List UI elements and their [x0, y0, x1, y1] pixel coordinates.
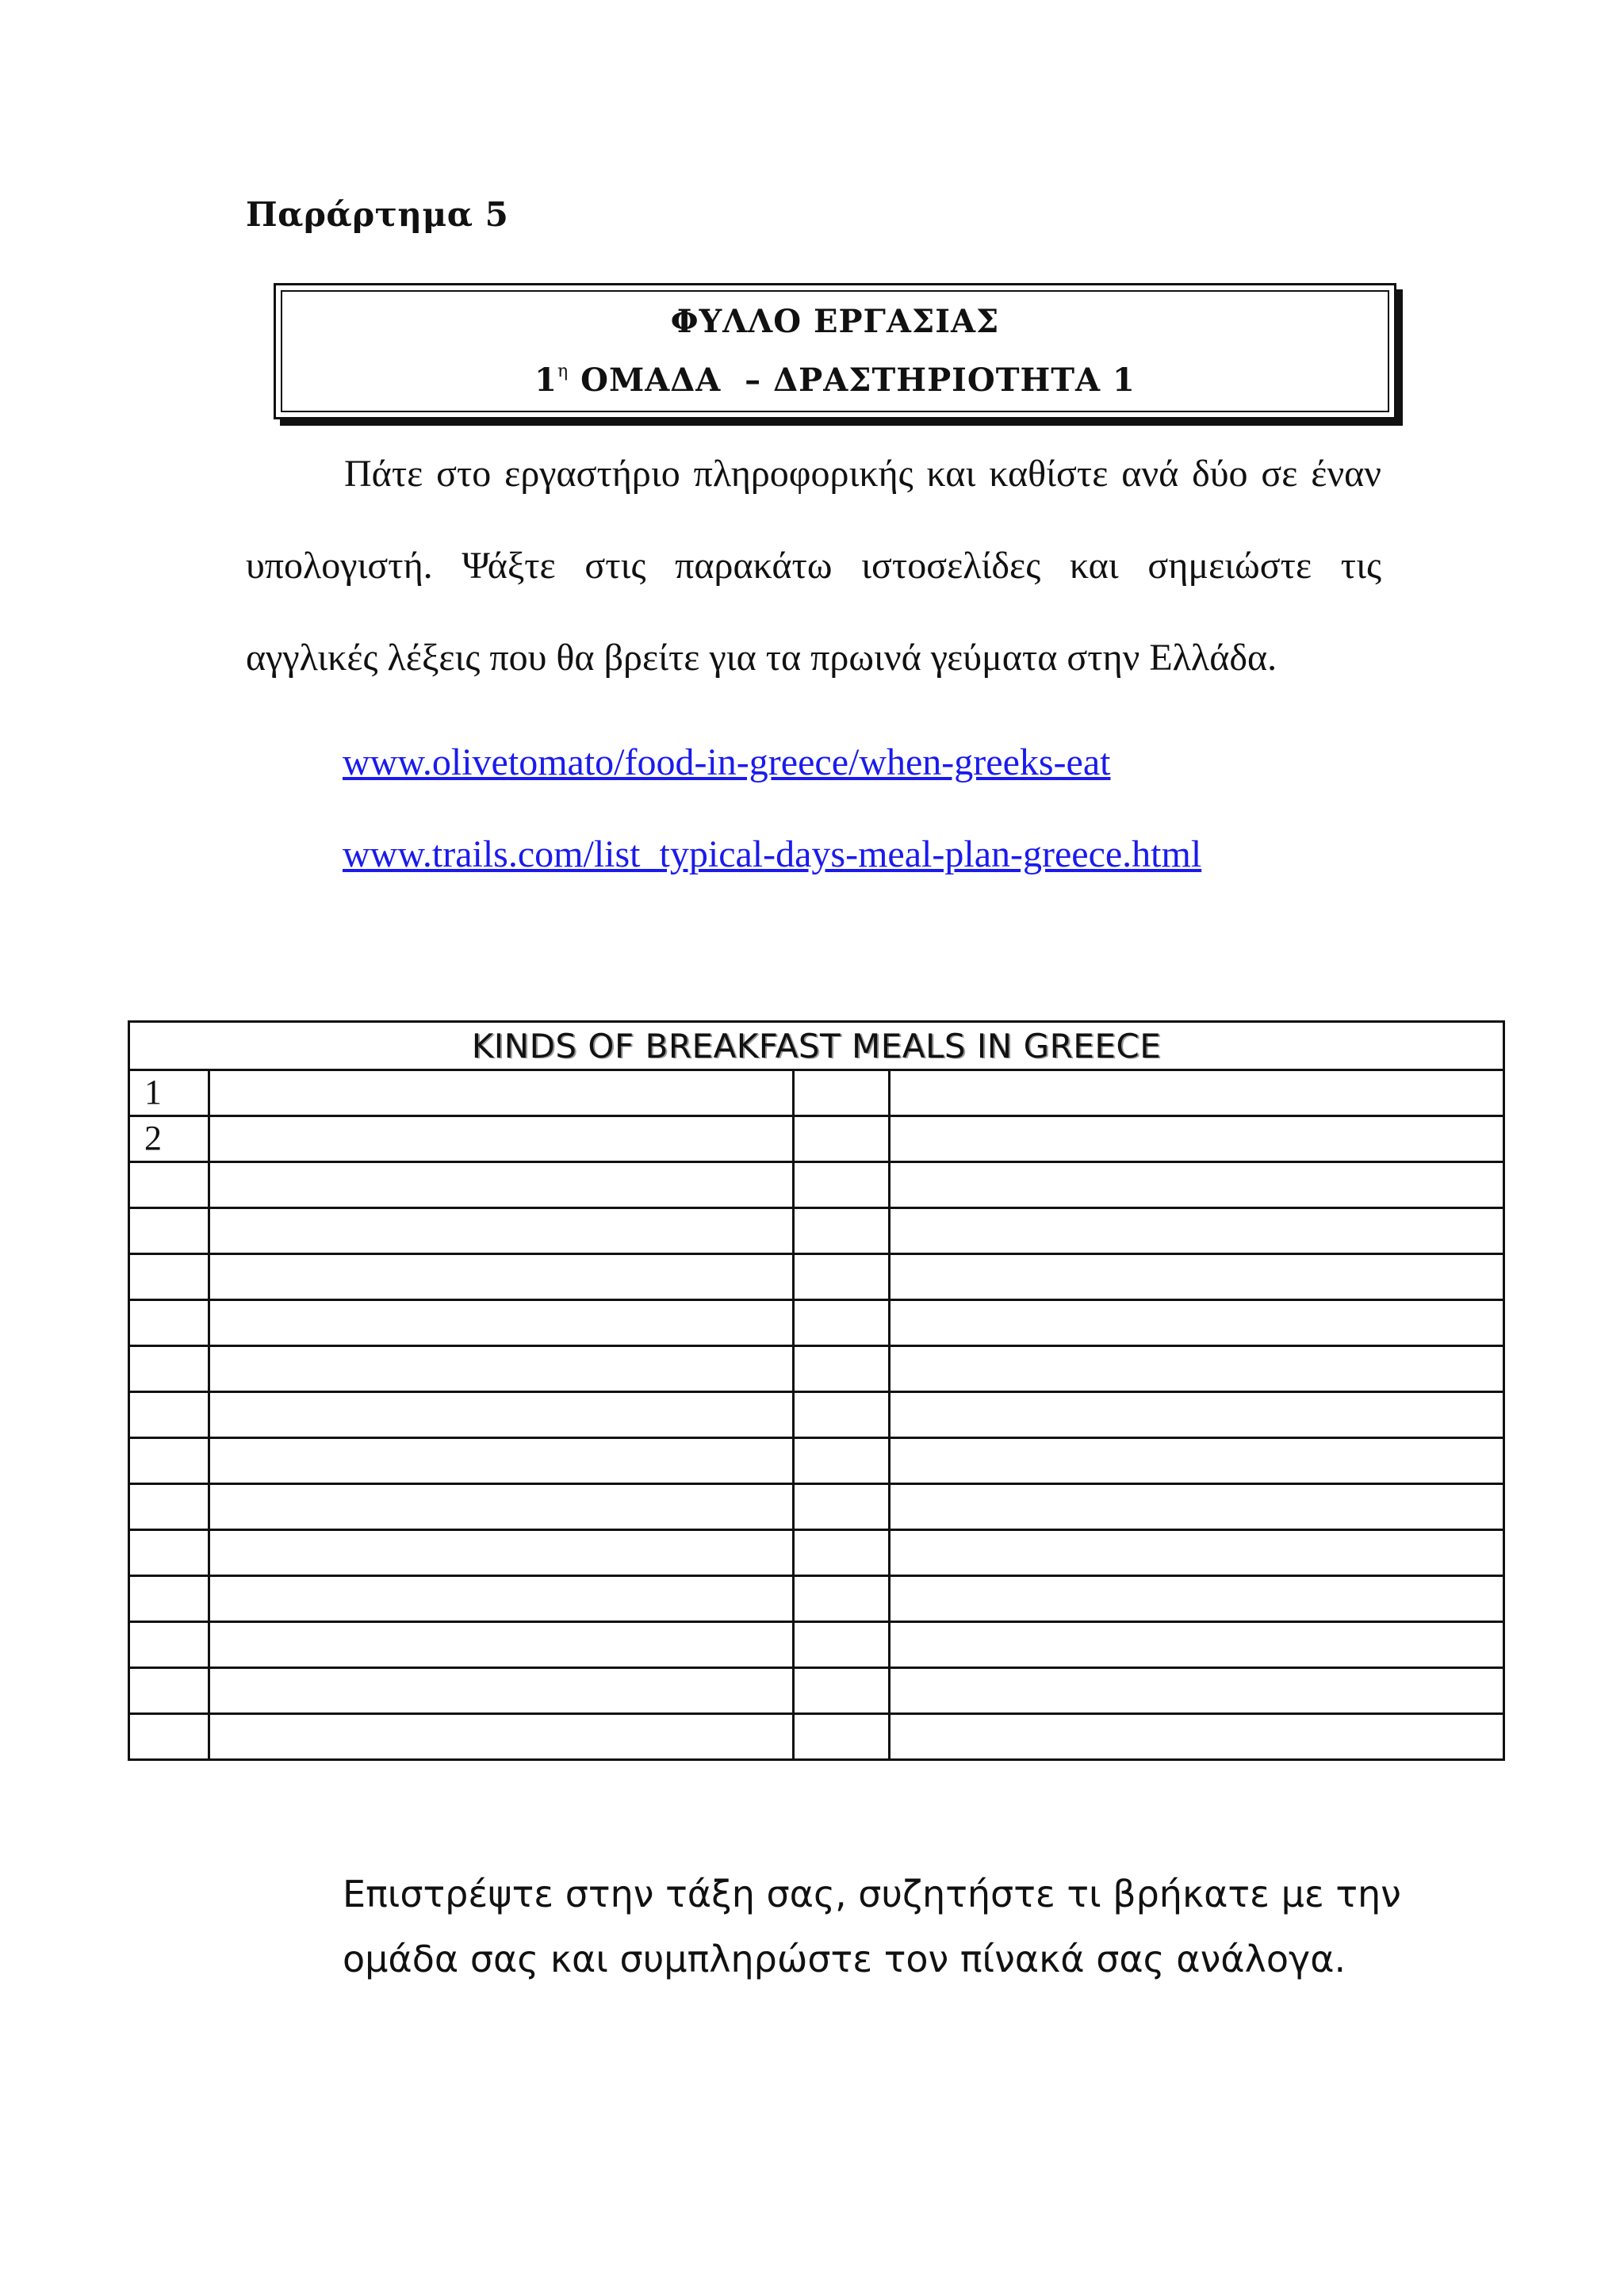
entry-cell[interactable]	[794, 1438, 890, 1484]
entry-cell[interactable]	[794, 1484, 890, 1530]
entry-cell[interactable]	[209, 1300, 794, 1346]
closing-instructions	[343, 1862, 1401, 1992]
table-row	[129, 1208, 1504, 1254]
entry-cell[interactable]	[890, 1438, 1504, 1484]
table-row	[129, 1576, 1504, 1622]
entry-cell[interactable]	[890, 1162, 1504, 1208]
table-row	[129, 1438, 1504, 1484]
entry-cell[interactable]	[794, 1392, 890, 1438]
table-header: KINDS OF BREAKFAST MEALS IN GREECE	[129, 1022, 1504, 1070]
entry-cell[interactable]	[209, 1576, 794, 1622]
entry-cell[interactable]	[890, 1300, 1504, 1346]
row-number-cell	[129, 1162, 209, 1208]
table-body	[129, 1070, 1504, 1760]
row-number-cell: 2	[129, 1116, 209, 1162]
entry-cell[interactable]	[794, 1714, 890, 1760]
group-ordinal-suffix: η	[557, 362, 569, 381]
entry-cell[interactable]	[794, 1254, 890, 1300]
worksheet-title-box	[274, 283, 1396, 419]
entry-cell[interactable]	[794, 1300, 890, 1346]
row-number-cell	[129, 1392, 209, 1438]
row-number-cell	[129, 1346, 209, 1392]
row-number-cell: 1	[129, 1070, 209, 1116]
entry-cell[interactable]	[209, 1162, 794, 1208]
entry-cell[interactable]	[209, 1254, 794, 1300]
entry-cell[interactable]	[890, 1392, 1504, 1438]
entry-cell[interactable]	[209, 1622, 794, 1668]
row-number-cell	[129, 1438, 209, 1484]
entry-cell[interactable]	[890, 1070, 1504, 1116]
row-number-cell	[129, 1484, 209, 1530]
entry-cell[interactable]	[209, 1116, 794, 1162]
row-number-cell	[129, 1208, 209, 1254]
olivetomato-link[interactable]: www.olivetomato/food-in-greece/when-greeks-eat	[343, 741, 1111, 783]
entry-cell[interactable]	[209, 1208, 794, 1254]
entry-cell[interactable]	[209, 1070, 794, 1116]
table-row	[129, 1070, 1504, 1116]
entry-cell[interactable]	[890, 1254, 1504, 1300]
entry-cell[interactable]	[890, 1714, 1504, 1760]
table-row	[129, 1346, 1504, 1392]
row-number-cell	[129, 1530, 209, 1576]
table-row	[129, 1714, 1504, 1760]
entry-cell[interactable]	[890, 1576, 1504, 1622]
instructions-text: Πάτε στο εργαστήριο πληροφορικής και καθίστε ανά δύο σε έναν υπολογιστή. Ψάξτε στις παρακάτω ιστοσελίδες και σημειώστε τις αγγλικές λέξεις που θα βρείτε για τα πρωινά γεύματα στην Ελλάδα.	[246, 453, 1381, 679]
entry-cell[interactable]	[209, 1530, 794, 1576]
entry-cell[interactable]	[890, 1484, 1504, 1530]
appendix-label: Παράρτημα 5	[246, 195, 509, 234]
entry-cell[interactable]	[794, 1116, 890, 1162]
row-number-cell	[129, 1576, 209, 1622]
row-number-cell	[129, 1300, 209, 1346]
row-number-cell	[129, 1668, 209, 1714]
entry-cell[interactable]	[209, 1346, 794, 1392]
table-header-row	[129, 1022, 1504, 1070]
entry-cell[interactable]	[209, 1714, 794, 1760]
table-row	[129, 1668, 1504, 1714]
row-number-cell	[129, 1254, 209, 1300]
entry-cell[interactable]	[794, 1070, 890, 1116]
entry-cell[interactable]	[890, 1116, 1504, 1162]
closing-line-1: Επιστρέψτε στην τάξη σας, συζητήστε τι βρήκατε με την	[343, 1873, 1401, 1915]
entry-cell[interactable]	[209, 1438, 794, 1484]
group-number: 1	[534, 362, 557, 399]
entry-cell[interactable]	[794, 1346, 890, 1392]
entry-cell[interactable]	[794, 1622, 890, 1668]
instructions-paragraph	[246, 428, 1381, 704]
group-activity-title	[282, 362, 1388, 399]
breakfast-meals-table	[128, 1020, 1505, 1761]
table-row	[129, 1254, 1504, 1300]
entry-cell[interactable]	[890, 1622, 1504, 1668]
table-row	[129, 1530, 1504, 1576]
row-number-cell	[129, 1714, 209, 1760]
entry-cell[interactable]	[890, 1530, 1504, 1576]
table-row	[129, 1622, 1504, 1668]
entry-cell[interactable]	[209, 1484, 794, 1530]
entry-cell[interactable]	[890, 1668, 1504, 1714]
title-box-inner-border	[281, 290, 1389, 412]
entry-cell[interactable]	[209, 1392, 794, 1438]
closing-line-2: ομάδα σας και συμπληρώστε τον πίνακά σας ανάλογα.	[343, 1938, 1346, 1980]
table-row	[129, 1116, 1504, 1162]
trails-link[interactable]: www.trails.com/list_typical-days-meal-plan-greece.html	[343, 833, 1202, 875]
group-activity-text: ΟΜΑΔΑ – ΔΡΑΣΤΗΡΙΟΤΗΤΑ 1	[569, 362, 1136, 399]
table-row	[129, 1392, 1504, 1438]
entry-cell[interactable]	[794, 1162, 890, 1208]
entry-cell[interactable]	[794, 1208, 890, 1254]
entry-cell[interactable]	[794, 1530, 890, 1576]
table-row	[129, 1162, 1504, 1208]
worksheet-title: ΦΥΛΛΟ ΕΡΓΑΣΙΑΣ	[670, 303, 1000, 340]
row-number-cell	[129, 1622, 209, 1668]
entry-cell[interactable]	[890, 1346, 1504, 1392]
entry-cell[interactable]	[794, 1668, 890, 1714]
entry-cell[interactable]	[890, 1208, 1504, 1254]
table-row	[129, 1484, 1504, 1530]
table-row	[129, 1300, 1504, 1346]
entry-cell[interactable]	[209, 1668, 794, 1714]
entry-cell[interactable]	[794, 1576, 890, 1622]
